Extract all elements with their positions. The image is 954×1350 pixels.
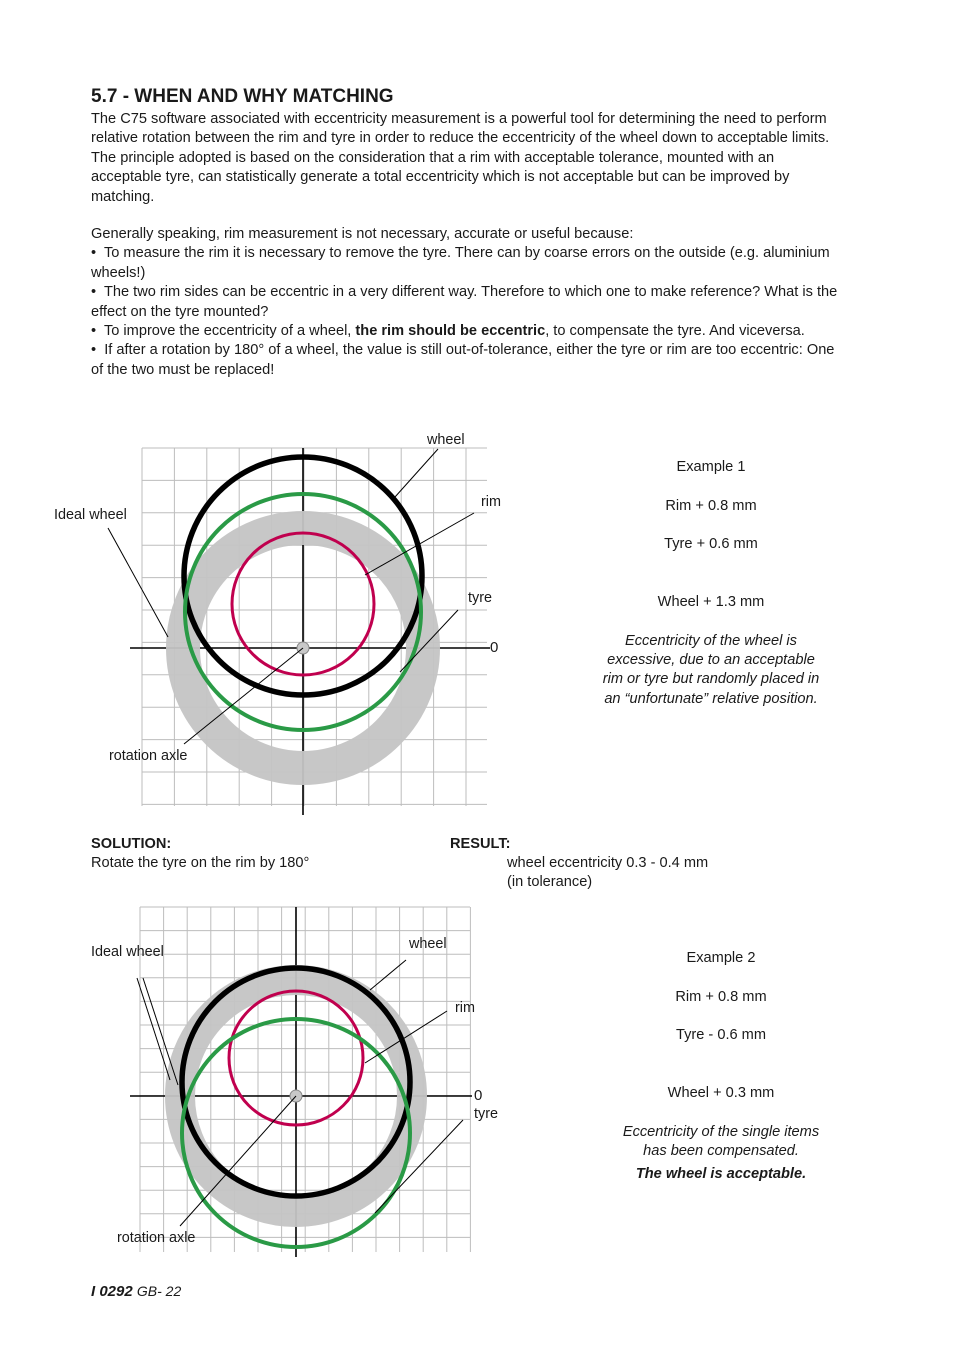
note-line: excessive, due to an acceptable: [607, 651, 815, 668]
reasons-lead: Generally speaking, rim measurement is not necessary, accurate or useful because:: [91, 226, 634, 242]
label-tyre-2: tyre: [474, 1106, 498, 1122]
label-rotation-axle-1: rotation axle: [109, 748, 188, 764]
bullet-symbol: •: [91, 245, 97, 262]
example-1-rim: Rim + 0.8 mm: [665, 497, 757, 514]
example-1-title: Example 1: [676, 459, 746, 475]
example-2-rim: Rim + 0.8 mm: [675, 988, 767, 1005]
example-1-tyre: Tyre + 0.6 mm: [664, 536, 758, 552]
language-code: GB: [136, 1283, 158, 1299]
bullet-emphasis: the rim should be eccentric: [355, 323, 546, 340]
example-2-wheel: Wheel + 0.3 mm: [667, 1085, 775, 1101]
intro-paragraph: The C75 software associated with eccentricity measurement is a powerful tool for determining the need to perform relative rotation between the rim and tyre in order to reduce the eccentricity of the wheel down to acceptable limits. The principle adopted is based on the consideration that a rim with acceptable tolerance, mounted with an acceptable tyre, can statistically generate a total eccentricity which is not acceptable but can be improved by matching.: [91, 111, 830, 205]
label-ideal-wheel-1: Ideal wheel: [54, 507, 127, 523]
example-2-tyre: Tyre - 0.6 mm: [675, 1027, 766, 1043]
example-2-title: Example 2: [686, 950, 756, 966]
result-line-2: (in tolerance): [507, 874, 593, 891]
bullet-text: The two rim sides can be eccentric in a very different way. Therefore to which one to make reference? What is the effect on the tyre mounted?: [91, 284, 838, 320]
document-code: I 0292: [91, 1283, 133, 1300]
example-1-panel: [580, 458, 842, 709]
example-2-panel: [590, 949, 852, 1184]
example-1-wheel: Wheel + 1.3 mm: [657, 594, 765, 610]
label-rim-2: rim: [455, 1000, 475, 1016]
label-wheel-2: wheel: [409, 936, 447, 952]
bullet-symbol: •: [91, 284, 97, 301]
note-line: Eccentricity of the wheel is: [625, 632, 797, 649]
example-2-verdict: The wheel is acceptable.: [635, 1165, 807, 1182]
label-tyre-1: tyre: [468, 590, 492, 606]
bullet-symbol: •: [91, 342, 97, 359]
result-label: RESULT:: [450, 836, 511, 852]
result-block: [507, 854, 708, 893]
solution-label: SOLUTION:: [91, 836, 172, 852]
page-number: - 22: [157, 1283, 182, 1299]
label-zero-2: 0: [474, 1087, 483, 1104]
label-rotation-axle-2: rotation axle: [117, 1230, 196, 1246]
label-rim-1: rim: [481, 494, 501, 510]
page-footer: [91, 1283, 181, 1300]
label-zero-1: 0: [490, 639, 499, 656]
solution-text: Rotate the tyre on the rim by 180°: [91, 855, 310, 872]
result-line-1: wheel eccentricity 0.3 - 0.4 mm: [507, 855, 709, 871]
solution-block: [91, 835, 309, 874]
note-line: has been compensated.: [643, 1142, 799, 1159]
example-2-note: [590, 1123, 852, 1165]
label-wheel-1: wheel: [427, 432, 465, 448]
bullet-text: To measure the rim it is necessary to remove the tyre. There can by coarse errors on the outside (e.g. aluminium wheels!): [91, 245, 830, 281]
note-line: Eccentricity of the single items: [622, 1123, 820, 1140]
bullet-text: , to compensate the tyre. And viceversa.: [545, 323, 805, 340]
label-ideal-wheel-2: Ideal wheel: [91, 944, 164, 960]
example-1-note: [580, 632, 842, 710]
section-heading: 5.7 - WHEN AND WHY MATCHING: [91, 86, 394, 107]
bullet-symbol: •: [91, 323, 97, 340]
note-line: an “unfortunate” relative position.: [604, 690, 818, 707]
bullet-text: To improve the eccentricity of a wheel,: [103, 323, 356, 340]
note-line: rim or tyre but randomly placed in: [602, 671, 820, 688]
bullet-text: If after a rotation by 180° of a wheel, the value is still out-of-tolerance, either the tyre or rim are too eccentric: One of the two must be replaced!: [91, 342, 835, 378]
